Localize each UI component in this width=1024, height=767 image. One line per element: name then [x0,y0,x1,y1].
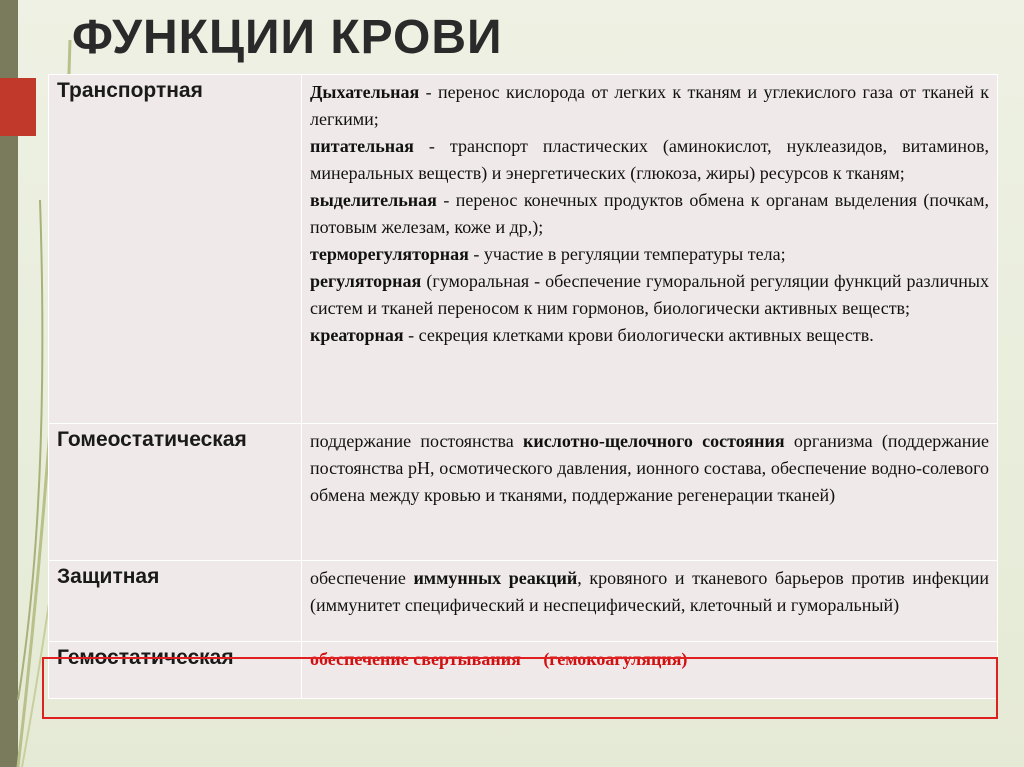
hemostatic-text: обеспечение свертывания (гемокоагуляция) [310,649,688,669]
subfunction-text: (гуморальная - обеспечение гуморальной регуляции функций различных систем и тканей переносом к ним гормонов, биологически активных веществ; [310,271,989,318]
subfunction-name: выделительная [310,190,437,210]
subfunction-text: - секреция клетками крови биологически активных веществ. [403,325,874,345]
subfunction-name: терморегуляторная [310,244,469,264]
slide-title: ФУНКЦИИ КРОВИ [72,11,503,64]
subfunction-name: питательная [310,136,414,156]
function-description [302,561,998,642]
red-accent-block [0,78,36,136]
function-name: Гемостатическая [49,642,302,699]
subfunction-text: - перенос конечных продуктов обмена к органам выделения (почкам, потовым железам, коже и др,); [310,190,989,237]
table-row [49,75,998,424]
function-name: Транспортная [49,75,302,424]
highlight-frame [42,657,998,719]
subfunction-name: Дыхательная [310,82,420,102]
subfunction-text: - перенос кислорода от легких к тканям и углекислого газа от тканей к легкими; [310,82,989,129]
description-text: поддержание постоянства [310,431,524,451]
description-bold: иммунных реакций [413,568,578,588]
function-description [302,75,998,424]
description-text: , кровяного и тканевого барьеров против инфекции (иммунитет специфический и неспецифический, клеточный и гуморальный) [310,568,989,615]
functions-table [48,74,998,699]
description-bold: кислотно-щелочного состояния [523,431,785,451]
description-text: организма (поддержание постоянства рН, осмотического давления, ионного состава, обеспечение водно-солевого обмена между кровью и тканями, поддержание регенерации тканей) [310,431,989,505]
description-text: обеспечение [310,568,414,588]
subfunction-text: - транспорт пластических (аминокислот, нуклеазидов, витаминов, минеральных веществ) и энергетических (глюкоза, жиры) ресурсов к тканям; [310,136,989,183]
subfunction-name: креаторная [310,325,404,345]
table-row [49,424,998,561]
function-name: Гомеостатическая [49,424,302,561]
table-row [49,561,998,642]
function-description [302,424,998,561]
subfunction-name: регуляторная [310,271,422,291]
function-name: Защитная [49,561,302,642]
subfunction-text: - участие в регуляции температуры тела; [468,244,786,264]
